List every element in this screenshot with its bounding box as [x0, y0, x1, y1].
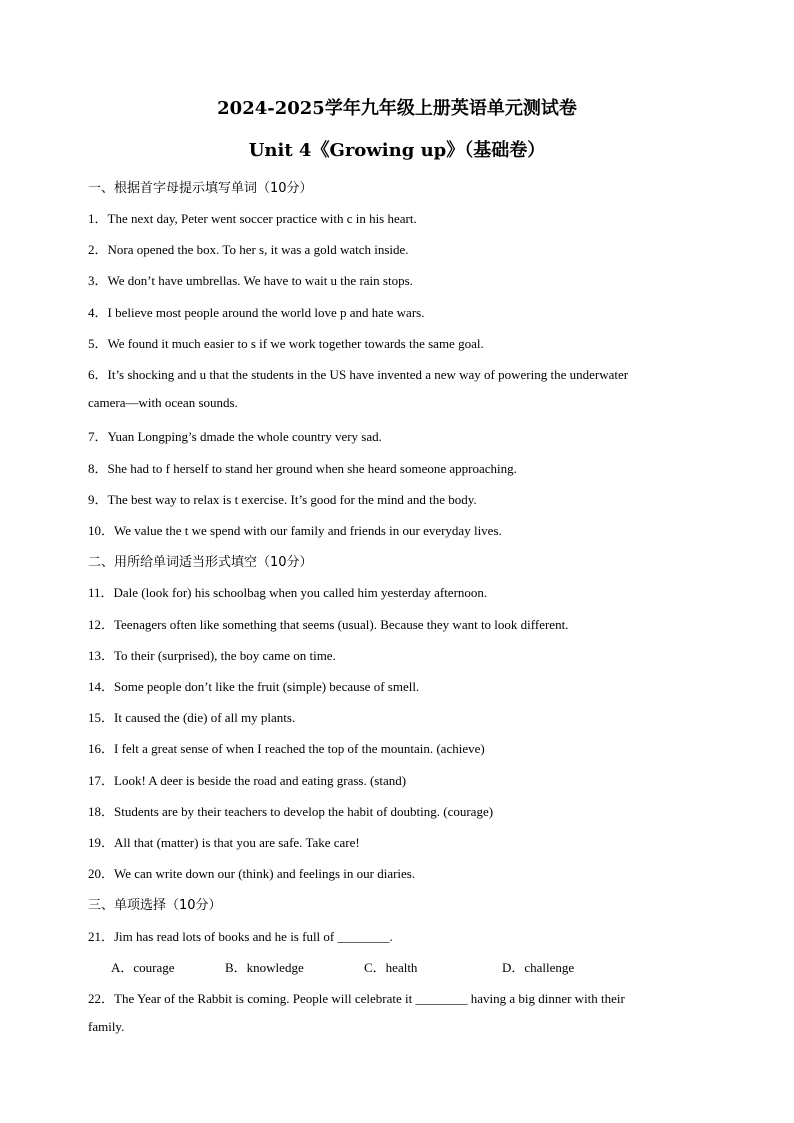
question-6: 6．It’s shocking and u that the students in the US have invented a new way of powering the underwater [88, 367, 629, 382]
question-21: 21．Jim has read lots of books and he is full of ________. [88, 929, 393, 944]
question-2: 2．Nora opened the box. To her s, it was a gold watch inside. [88, 242, 409, 257]
question-20: 20．We can write down our (think) and feelings in our diaries. [88, 866, 416, 881]
question-12: 12．Teenagers often like something that seems (usual). Because they want to look different. [88, 617, 569, 632]
question-4: 4．I believe most people around the world love p and hate wars. [88, 305, 425, 320]
question-8: 8．She had to f herself to stand her ground when she heard someone approaching. [88, 461, 517, 476]
question-5: 5．We found it much easier to s if we work together towards the same goal. [88, 336, 484, 351]
exam-title: 2024-2025学年九年级上册英语单元测试卷 [217, 98, 577, 119]
section-heading-2: 二、用所给单词适当形式填空（10分） [88, 555, 313, 570]
section-heading-1: 一、根据首字母提示填写单词（10分） [88, 181, 313, 196]
option-a: A．courage [111, 960, 175, 975]
question-9: 9．The best way to relax is t exercise. It’s good for the mind and the body. [88, 492, 477, 507]
option-b: B．knowledge [225, 960, 304, 975]
question-16: 16．I felt a great sense of when I reached the top of the mountain. (achieve) [88, 741, 485, 756]
question-17: 17．Look! A deer is beside the road and eating grass. (stand) [88, 773, 407, 788]
option-d: D．challenge [502, 960, 575, 975]
question-19: 19．All that (matter) is that you are safe. Take care! [88, 835, 360, 850]
question-15: 15．It caused the (die) of all my plants. [88, 710, 296, 725]
question-1: 1．The next day, Peter went soccer practice with c in his heart. [88, 211, 417, 226]
question-11: 11．Dale (look for) his schoolbag when you called him yesterday afternoon. [88, 585, 488, 600]
question-3: 3．We don’t have umbrellas. We have to wait u the rain stops. [88, 273, 413, 288]
unit-title: Unit 4《Growing up》（基础卷） [248, 140, 546, 161]
question-6-continued: camera—with ocean sounds. [88, 395, 238, 410]
question-14: 14．Some people don’t like the fruit (simple) because of smell. [88, 679, 420, 694]
question-22: 22．The Year of the Rabbit is coming. People will celebrate it ________ having a big dinner with their [88, 991, 625, 1006]
question-7: 7．Yuan Longping’s dmade the whole country very sad. [88, 429, 382, 444]
question-18: 18．Students are by their teachers to develop the habit of doubting. (courage) [88, 804, 494, 819]
option-c: C．health [364, 960, 418, 975]
question-10: 10．We value the t we spend with our family and friends in our everyday lives. [88, 523, 502, 538]
question-22-continued: family. [88, 1019, 125, 1034]
section-heading-3: 三、单项选择（10分） [88, 898, 222, 913]
question-13: 13．To their (surprised), the boy came on time. [88, 648, 336, 663]
